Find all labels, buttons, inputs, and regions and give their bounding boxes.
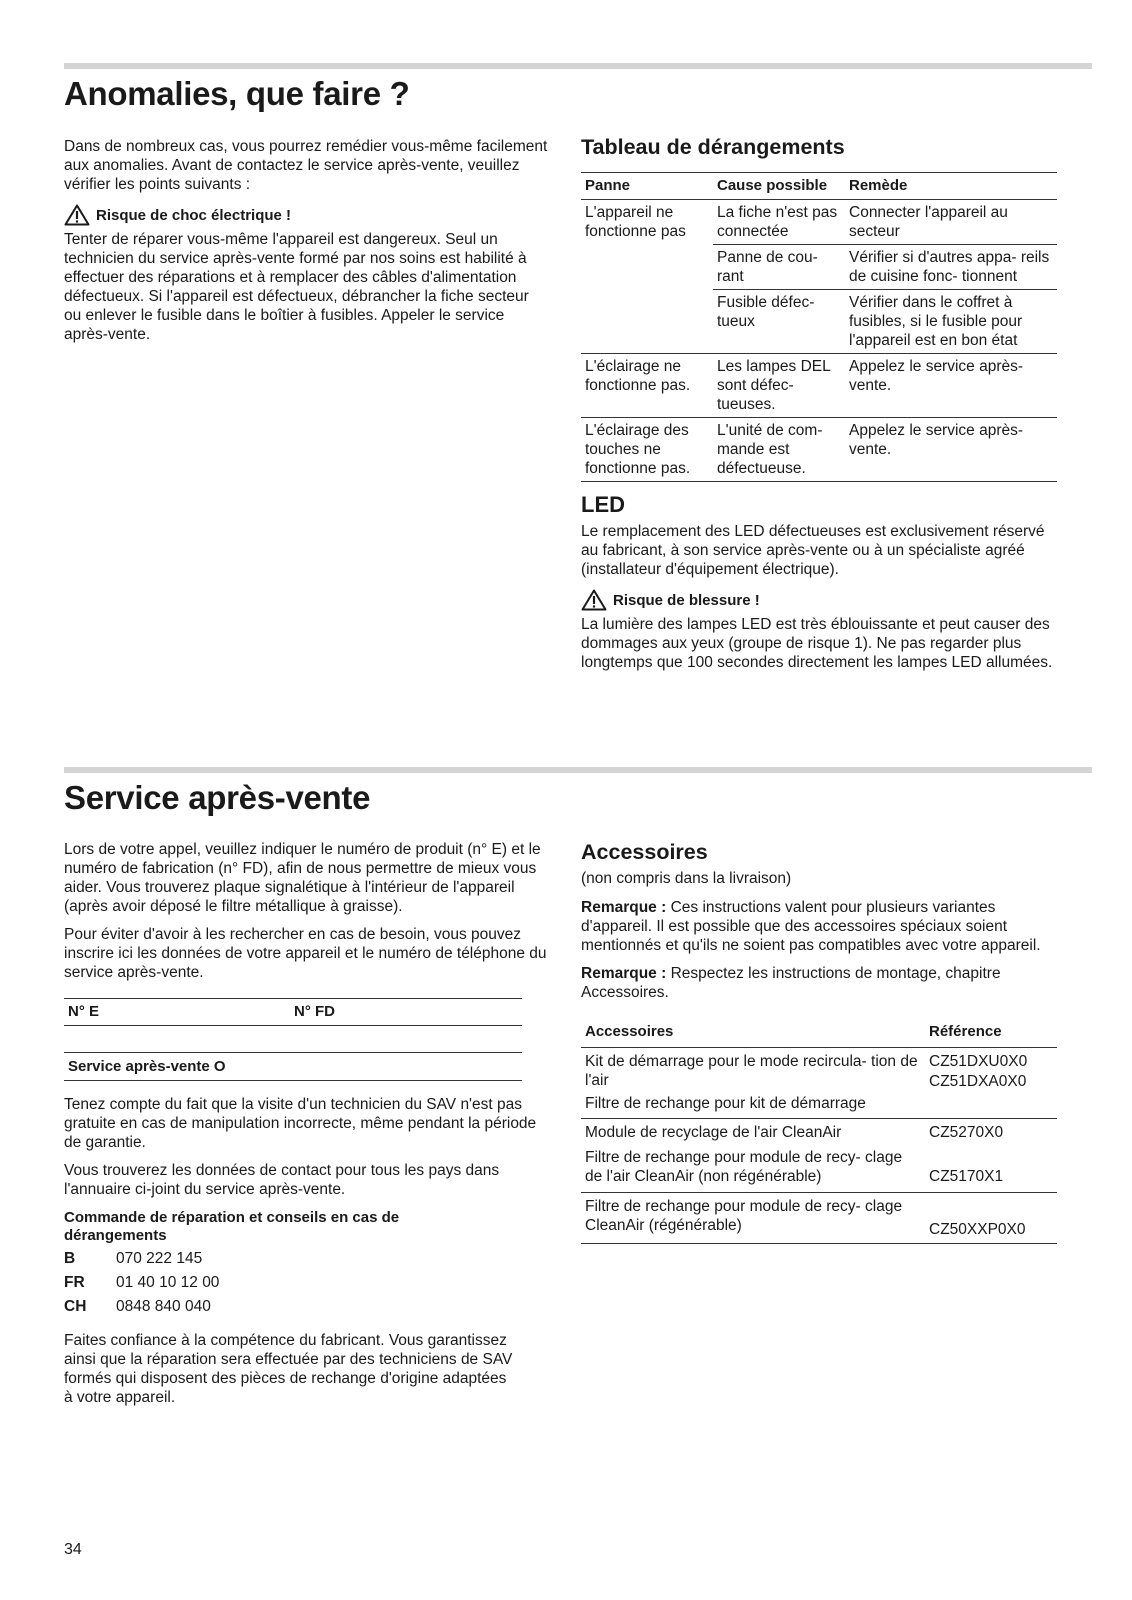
fault-remede-cell: Appelez le service après- vente. — [845, 418, 1057, 482]
phone-entry — [64, 1295, 548, 1319]
fault-panne-cell: L'appareil ne fonctionne pas — [585, 204, 686, 240]
phone-country-code: FR — [64, 1274, 85, 1291]
warning-triangle-icon — [581, 589, 607, 611]
fault-cause-cell: La fiche n'est pas connectée — [717, 204, 838, 240]
accessories-note-2 — [581, 964, 1063, 1002]
phone-entry — [64, 1247, 548, 1271]
fault-table — [581, 172, 1057, 482]
note-text: Ces instructions valent pour plusieurs variantes d'appareil. Il est possible que des accessoires spéciaux soient mentionnés et qu'ils ne soient pas compatibles avec votre appareil. — [581, 899, 1041, 954]
accessories-title: Accessoires — [581, 840, 708, 864]
fault-table-header-cause: Cause possible — [713, 173, 845, 200]
service-paragraph-3: Tenez compte du fait que la visite d'un technicien du SAV n'est pas gratuite en cas de manipulation incorrecte, même pendant la période de garantie. — [64, 1096, 537, 1151]
fault-remede-cell: Appelez le service après- vente. — [845, 354, 1057, 418]
table-row — [581, 1193, 1057, 1244]
warning-electric-shock — [64, 204, 548, 226]
fault-panne-cell: L'éclairage des touches ne fonctionne pas. — [581, 418, 713, 482]
accessories-subtitle: (non compris dans la livraison) — [581, 870, 792, 887]
accessories-header-name: Accessoires — [581, 1018, 925, 1048]
note-text: Respectez les instructions de montage, chapitre Accessoires. — [581, 965, 1001, 1001]
warning-electric-shock-text: Tenter de réparer vous-même l'appareil est dangereux. Seul un technicien du service après-vente formé par nos soins est habilité à effectuer des réparations et à remplacer des câbles d'alimentation défectueux. Si l'appareil est défectueux, débrancher la fiche secteur ou enlever le fusible dans le boîtier à fusibles. Appeler le service après-vente. — [64, 231, 529, 343]
service-paragraph-4: Vous trouverez les données de contact pour tous les pays dans l'annuaire ci-joint du service après-vente. — [64, 1162, 500, 1198]
phone-country-code: CH — [64, 1298, 87, 1315]
accessory-name: Filtre de rechange pour kit de démarrage — [585, 1095, 866, 1112]
form-label-nfd[interactable]: N° FD — [294, 1003, 335, 1020]
table-row — [581, 200, 1057, 245]
fault-remede-cell: Vérifier si d'autres appa- reils de cuisine fonc- tionnent — [845, 245, 1057, 290]
fault-cause-cell: Les lampes DEL sont défec- tueuses. — [713, 354, 845, 418]
accessory-name: Filtre de rechange pour module de recy- clage de l'air CleanAir (non régénérable) — [585, 1149, 903, 1185]
phone-country-code: B — [64, 1250, 76, 1267]
table-row — [581, 354, 1057, 418]
accessory-ref: CZ5170X1 — [929, 1168, 1004, 1185]
appliance-data-form — [64, 998, 522, 1081]
warning-injury-title: Risque de blessure ! — [613, 591, 760, 609]
form-row-service — [64, 1053, 522, 1081]
fault-cause-cell: Fusible défec- tueux — [713, 290, 845, 354]
phone-number: 070 222 145 — [116, 1250, 203, 1267]
accessory-name: Module de recyclage de l'air CleanAir — [581, 1119, 925, 1145]
fault-panne-cell: L'éclairage ne fonctionne pas. — [581, 354, 713, 418]
fault-cause-cell: Panne de cou- rant — [713, 245, 845, 290]
service-left-column — [64, 840, 548, 1416]
accessory-name: Kit de démarrage pour le mode recircula- tion de l'air — [585, 1053, 918, 1089]
warning-electric-shock-title: Risque de choc électrique ! — [96, 206, 292, 224]
form-row-numbers — [64, 999, 522, 1026]
fault-table-header-panne: Panne — [581, 173, 713, 200]
accessories-column — [581, 839, 1063, 1244]
section-title-service: Service après-vente — [64, 779, 371, 816]
phone-list — [64, 1247, 548, 1319]
fault-remede-cell: Connecter l'appareil au secteur — [849, 204, 1008, 240]
section-rule-top — [64, 63, 1092, 69]
table-row — [581, 1092, 1057, 1119]
repair-order-title: Commande de réparation et conseils en cas de dérangements — [64, 1209, 400, 1244]
accessories-header-ref: Référence — [925, 1018, 1057, 1048]
accessory-ref: CZ5270X0 — [925, 1119, 1057, 1145]
table-row — [581, 1144, 1057, 1193]
section-title-anomalies: Anomalies, que faire ? — [64, 75, 410, 112]
accessory-ref: CZ50XXP0X0 — [925, 1193, 1057, 1244]
form-label-ne[interactable]: N° E — [68, 1003, 100, 1020]
phone-number: 0848 840 040 — [116, 1298, 211, 1315]
warning-triangle-icon — [64, 204, 90, 226]
note-label: Remarque : — [581, 965, 667, 982]
page-number: 34 — [64, 1541, 82, 1558]
note-label: Remarque : — [581, 899, 667, 916]
section-rule-service — [64, 767, 1092, 773]
anomalies-intro: Dans de nombreux cas, vous pourrez remédier vous-même facilement aux anomalies. Avant de contactez le service après-vente, veuillez vérifier les points suivants : — [64, 138, 548, 193]
accessories-note-1 — [581, 898, 1063, 955]
led-text: Le remplacement des LED défectueuses est exclusivement réservé au fabricant, à son service après-vente ou à un spécialiste agréé (installateur d'équipement électrique). — [581, 523, 1045, 578]
form-row-blank[interactable] — [64, 1026, 522, 1053]
fault-cause-cell: L'unité de com- mande est défectueuse. — [713, 418, 845, 482]
fault-table-header-remede: Remède — [845, 173, 1057, 200]
anomalies-left-column — [64, 137, 548, 353]
accessory-ref: CZ51DXU0X0 — [929, 1053, 1028, 1070]
service-paragraph-5: Faites confiance à la compétence du fabricant. Vous garantissez ainsi que la réparation sera effectuée par des techniciens de SAV formés qui disposent des pièces de rechange d'origine adaptées à votre appareil. — [64, 1332, 513, 1406]
form-label-service[interactable]: Service après-vente O — [68, 1058, 226, 1075]
accessories-table — [581, 1018, 1057, 1244]
fault-remede-cell: Vérifier dans le coffret à fusibles, si le fusible pour l'appareil est en bon état — [845, 290, 1057, 354]
table-row — [581, 418, 1057, 482]
phone-number: 01 40 10 12 00 — [116, 1274, 220, 1291]
service-paragraph-1: Lors de votre appel, veuillez indiquer le numéro de produit (n° E) et le numéro de fabrication (n° FD), afin de nous permettre de mieux vous aider. Vous trouverez plaque signalétique à l'intérieur de l'appareil (après avoir déposé le filtre métallique à graisse). — [64, 841, 541, 915]
led-title: LED — [581, 492, 625, 517]
anomalies-right-column — [581, 134, 1057, 681]
accessory-ref: CZ51DXA0X0 — [929, 1073, 1027, 1090]
fault-table-title: Tableau de dérangements — [581, 135, 845, 159]
accessory-name: Filtre de rechange pour module de recy- clage CleanAir (régénérable) — [581, 1193, 925, 1244]
warning-injury — [581, 589, 1057, 611]
table-row — [581, 1119, 1057, 1145]
service-paragraph-2: Pour éviter d'avoir à les rechercher en cas de besoin, vous pouvez inscrire ici les données de votre appareil et le numéro de téléphone du service après-vente. — [64, 926, 547, 981]
phone-entry — [64, 1271, 548, 1295]
warning-injury-text: La lumière des lampes LED est très éblouissante et peut causer des dommages aux yeux (groupe de risque 1). Ne pas regarder plus longtemps que 100 secondes directement les lampes LED allumées. — [581, 616, 1053, 671]
